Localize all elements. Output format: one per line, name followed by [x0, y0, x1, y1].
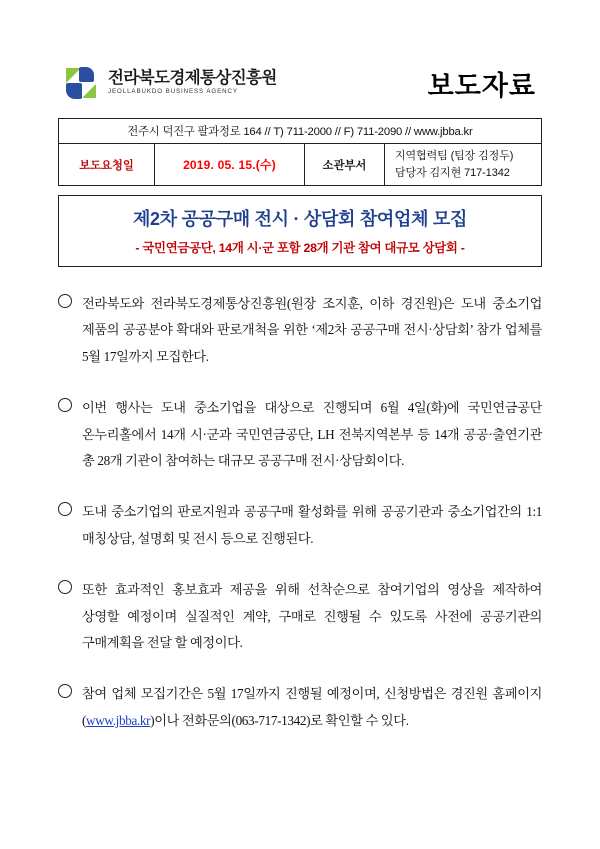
body-content [58, 291, 542, 734]
address-row [59, 119, 542, 144]
circle-bullet-icon [58, 398, 72, 412]
contact-person-line: 담당자 김지현 717-1342 [395, 166, 510, 179]
department-label: 소관부서 [305, 144, 385, 186]
brand-name-korean: 전라북도경제통상진흥원 [108, 69, 277, 88]
paragraph-text-post: )이나 전화문의(063-717-1342)로 확인할 수 있다. [150, 712, 409, 728]
document-type-title: 보도자료 [427, 70, 536, 101]
circle-bullet-icon [58, 502, 72, 516]
paragraph-item [58, 291, 542, 370]
brand-text [108, 70, 277, 96]
document-header [58, 52, 542, 114]
paragraph-text-pre: 참여 업체 모집기간은 5월 17일까지 진행될 예정이며, 신청방법은 경진원 홈페이지( [82, 686, 542, 728]
request-date-value: 2019. 05. 15.(수) [155, 144, 305, 186]
paragraph-item [58, 499, 542, 552]
paragraph-text: 전라북도와 전라북도경제통상진흥원(원장 조지훈, 이하 경진원)은 도내 중소기업 제품의 공공분야 확대와 판로개척을 위한 ‘제2차 공공구매 전시·상담회’ 참가 업체를 5월 17일까지 모집한다. [82, 296, 542, 364]
paragraph-text: 또한 효과적인 홍보효과 제공을 위해 선착순으로 참여기업의 영상을 제작하여 상영할 예정이며 실질적인 계약, 구매로 진행될 수 있도록 사전에 공공기관의 구매계획을 전달 할 예정이다. [82, 582, 542, 651]
address-cell: 전주시 덕진구 팔과정로 164 // T) 711-2000 // F) 711-2090 // www.jbba.kr [59, 119, 542, 144]
department-contact-value [385, 144, 542, 186]
jeollabukdo-business-agency-logo-icon [66, 66, 100, 100]
headline-subtitle: - 국민연금공단, 14개 시·군 포함 28개 기관 참여 대규모 상담회 - [135, 241, 465, 255]
paragraph-text: 이번 행사는 도내 중소기업을 대상으로 진행되며 6월 4일(화)에 국민연금공단 온누리홀에서 14개 시·군과 국민연금공단, LH 전북지역본부 등 14개 공공·출연기관 총 28개 기관이 참여하는 대규모 공공구매 전시·상담회이다. [82, 400, 542, 469]
paragraph-text: 도내 중소기업의 판로지원과 공공구매 활성화를 위해 공공기관과 중소기업간의 1:1 매칭상담, 설명회 및 전시 등으로 진행된다. [82, 504, 542, 546]
contact-team-line: 지역협력팀 (팀장 김정두) [395, 150, 514, 162]
request-date-label: 보도요청일 [59, 144, 155, 186]
contact-info-table [58, 118, 542, 186]
headline-box [58, 195, 542, 267]
circle-bullet-icon [58, 294, 72, 308]
brand-name-english: JEOLLABUKDO BUSINESS AGENCY [108, 88, 238, 96]
circle-bullet-icon [58, 580, 72, 594]
circle-bullet-icon [58, 684, 72, 698]
brand-block [66, 66, 277, 100]
homepage-link[interactable]: www.jbba.kr [86, 712, 151, 728]
paragraph-text-last [82, 681, 542, 734]
headline-main: 제2차 공공구매 전시 · 상담회 참여업체 모집 [132, 209, 468, 229]
paragraph-item [58, 395, 542, 474]
paragraph-item-last [58, 681, 542, 734]
paragraph-item [58, 577, 542, 656]
request-row [59, 144, 542, 186]
